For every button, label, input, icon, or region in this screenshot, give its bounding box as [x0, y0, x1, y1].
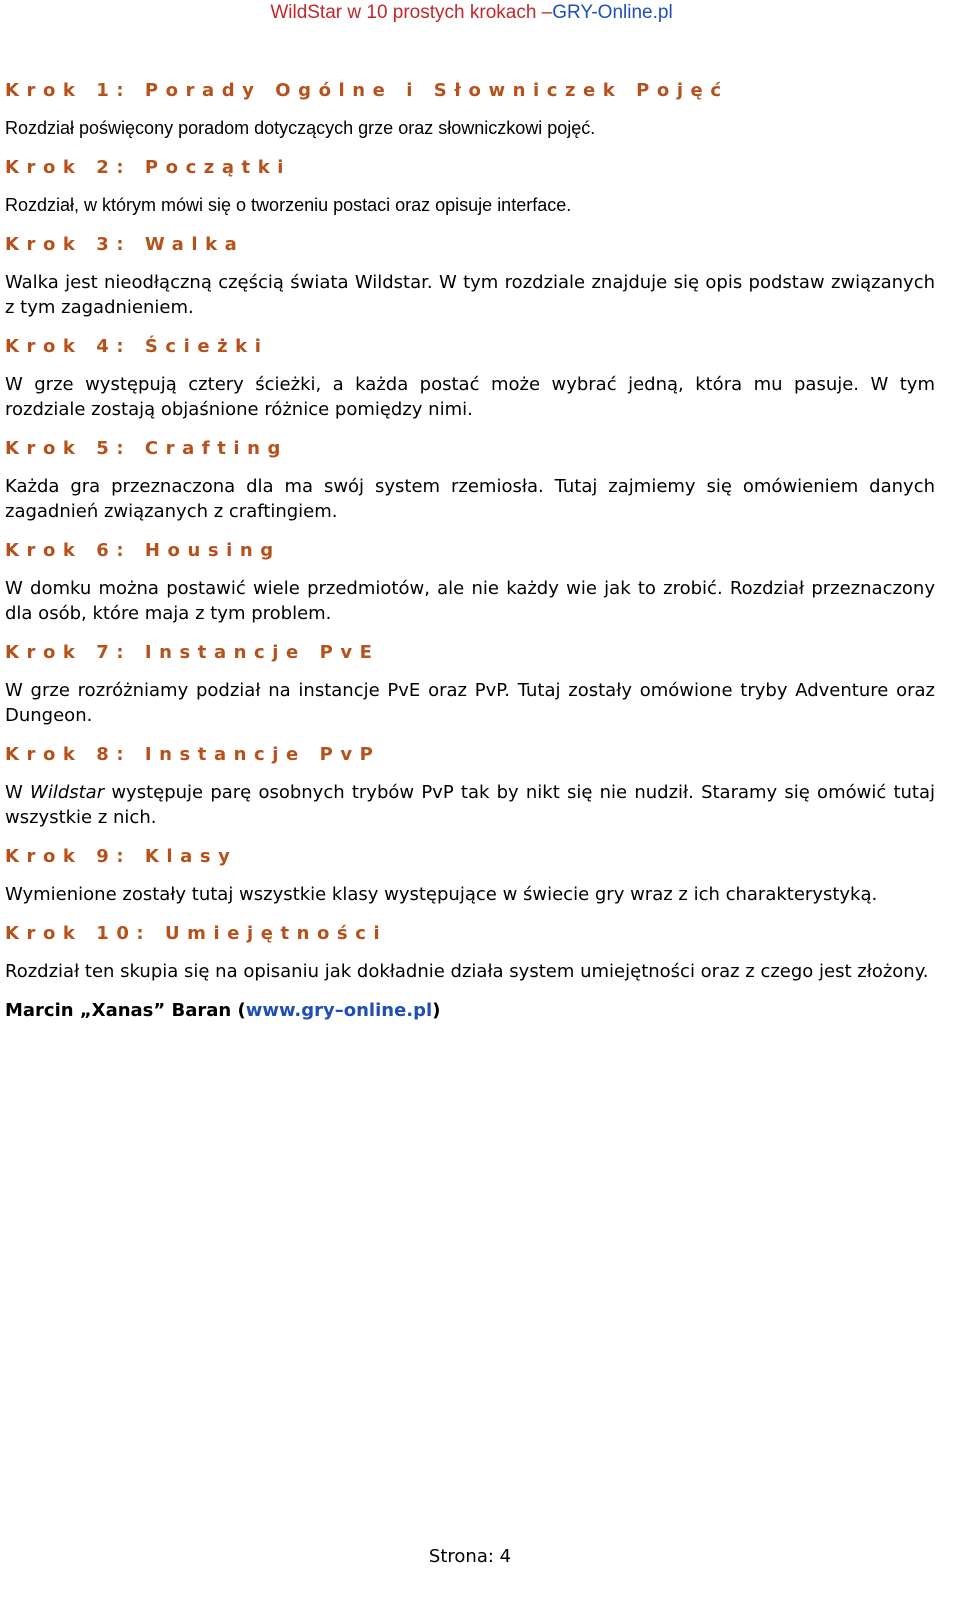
step-title: Krok 9: Klasy	[5, 846, 238, 867]
page-header	[0, 1, 943, 25]
step-title: Krok 8: Instancje PvP	[5, 744, 381, 765]
page-number: Strona: 4	[428, 1546, 512, 1567]
step-description: Walka jest nieodłączną częścią świata Wildstar. W tym rozdziale znajduje się opis podstaw związanych z tym zagadnieniem.	[5, 272, 935, 318]
step-description: Rozdział ten skupia się na opisaniu jak dokładnie działa system umiejętności oraz z czego jest złożony.	[5, 961, 929, 982]
step-description: Rozdział, w którym mówi się o tworzeniu postaci oraz opisuje interface.	[5, 195, 572, 215]
step-title: Krok 6: Housing	[5, 540, 281, 561]
step-6	[5, 538, 935, 626]
author-name: Marcin „Xanas” Baran (	[5, 1000, 246, 1021]
step-description: Wymienione zostały tutaj wszystkie klasy występujące w świecie gry wraz z ich charakterystyką.	[5, 884, 878, 905]
step-title: Krok 3: Walka	[5, 234, 245, 255]
step-8	[5, 742, 935, 830]
step-title: Krok 2: Początki	[5, 157, 291, 178]
step-description: W grze występują cztery ścieżki, a każda postać może wybrać jedną, która mu pasuje. W tym rozdziale zostają objaśnione różnice pomiędzy nimi.	[5, 374, 935, 420]
header-title: WildStar w 10 prostych krokach –	[270, 2, 553, 23]
author-line	[5, 998, 935, 1023]
step-10	[5, 921, 935, 984]
step-3	[5, 232, 935, 320]
author-site-link[interactable]: www.gry–online.pl	[245, 1000, 433, 1021]
step-description: Rozdział poświęcony poradom dotyczących grze oraz słowniczkowi pojęć.	[5, 118, 596, 138]
step-title: Krok 5: Crafting	[5, 438, 288, 459]
step-9	[5, 844, 935, 907]
desc-prefix: W	[5, 782, 31, 803]
step-4	[5, 334, 935, 422]
step-title: Krok 7: Instancje PvE	[5, 642, 380, 663]
step-description: W grze rozróżniamy podział na instancje PvE oraz PvP. Tutaj zostały omówione tryby Adventure oraz Dungeon.	[5, 680, 935, 726]
step-title: Krok 1: Porady Ogólne i Słowniczek Pojęć	[5, 80, 729, 101]
steps-list	[5, 78, 935, 1023]
step-description: Każda gra przeznaczona dla ma swój system rzemiosła. Tutaj zajmiemy się omówieniem danych zagadnień związanych z craftingiem.	[5, 476, 935, 522]
step-7	[5, 640, 935, 728]
header-site-link[interactable]: GRY-Online.pl	[552, 2, 673, 23]
step-5	[5, 436, 935, 524]
step-description: W domku można postawić wiele przedmiotów, ale nie każdy wie jak to zrobić. Rozdział przeznaczony dla osób, które maja z tym problem.	[5, 578, 935, 624]
desc-suffix: występuje parę osobnych trybów PvP tak by nikt się nie nudził. Staramy się omówić tutaj wszystkie z nich.	[5, 782, 935, 828]
step-1	[5, 78, 935, 141]
game-name: Wildstar	[30, 782, 105, 803]
step-title: Krok 10: Umiejętności	[5, 923, 388, 944]
step-description	[5, 780, 935, 830]
author-close: )	[432, 1000, 441, 1021]
step-2	[5, 155, 935, 218]
step-title: Krok 4: Ścieżki	[5, 336, 269, 357]
